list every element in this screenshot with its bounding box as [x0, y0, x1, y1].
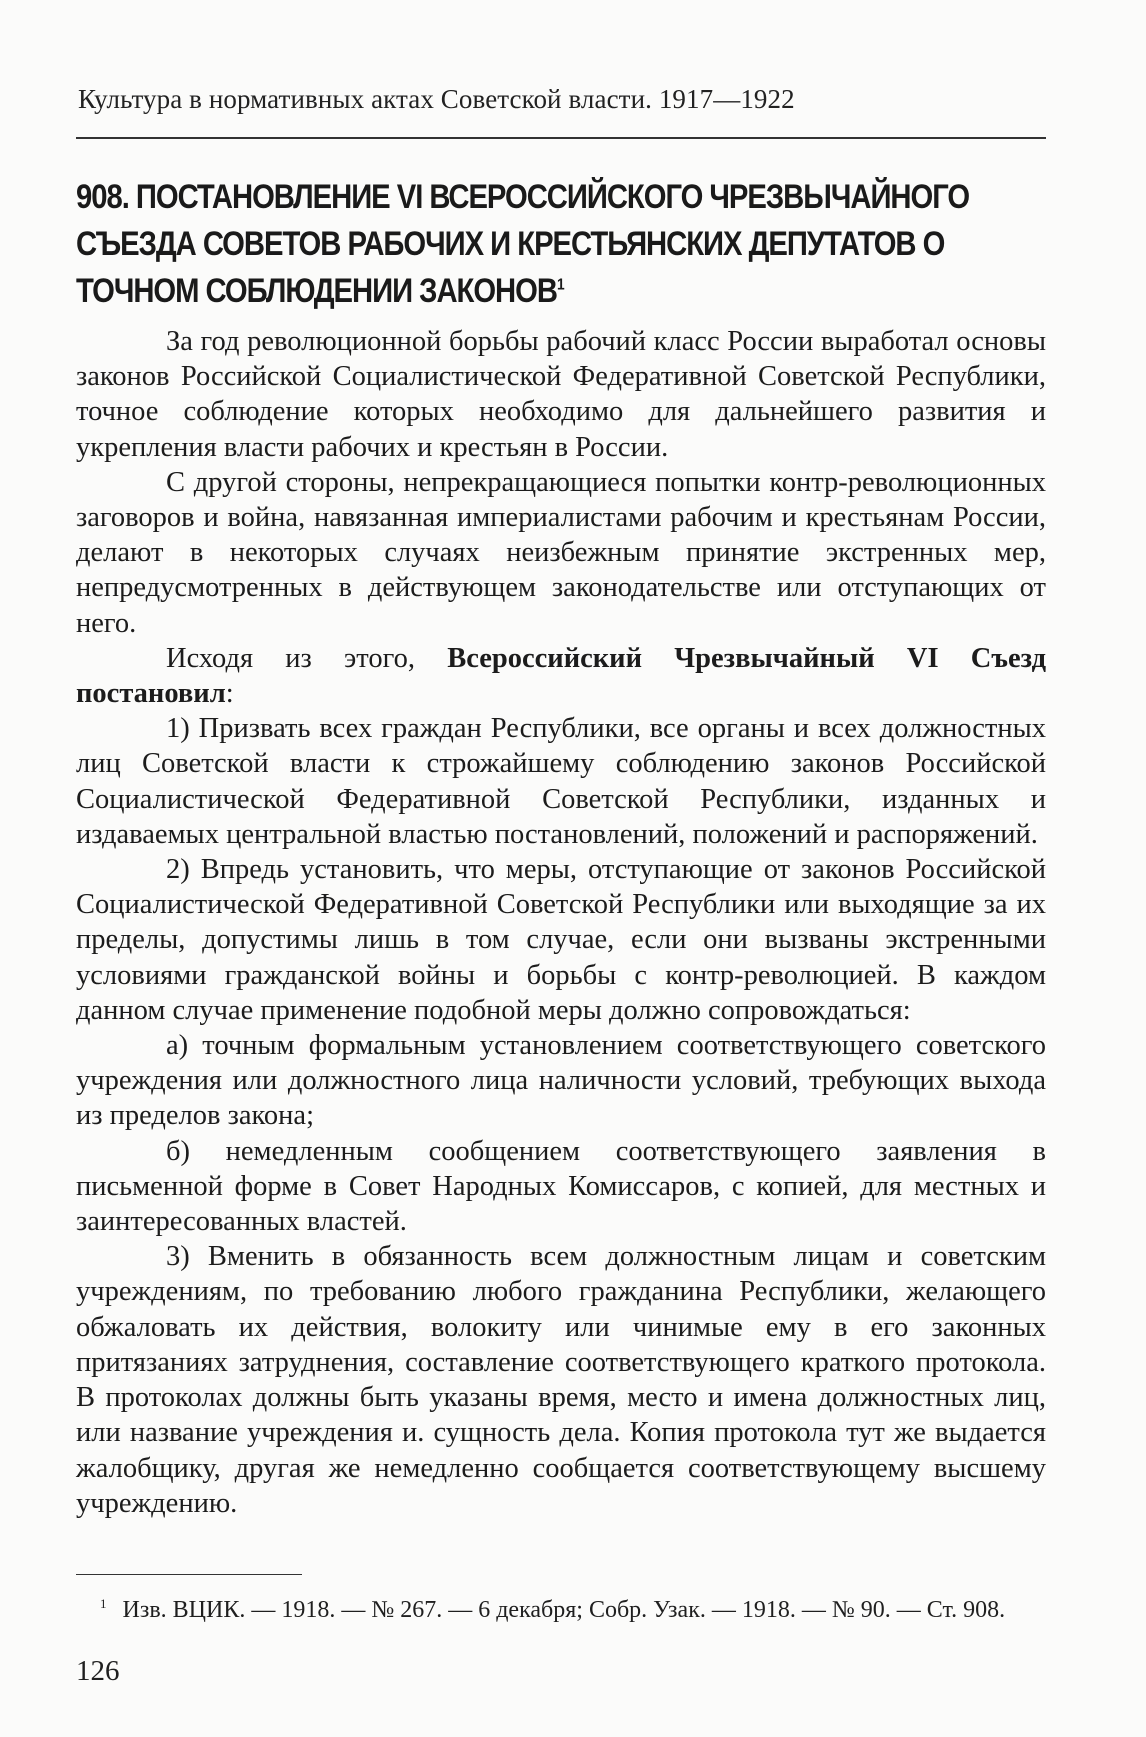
point-3: 3) Вменить в обязанность всем должностным лицам и советским учреждениям, по требованию любого гражданина Республики, желающего обжаловать их действия, волокиту или чинимые ему в его законных притязаниях затруднения, составление соответствующего краткого протокола. В протоколах должны быть указаны время, место и имена должностных лиц, или название учреждения и. сущность дела. Копия протокола тут же выдается жалобщику, другая же немедленно сообщается соответствующему высшему учреждению.: [76, 1241, 1046, 1519]
point-2b: б) немедленным сообщением соответствующего заявления в письменной форме в Совет Народных Комиссаров, с копией, для местных и заинтересованных властей.: [76, 1135, 1046, 1238]
title-footnote-mark: 1: [556, 276, 564, 294]
footnote: [100, 1596, 1005, 1624]
paragraph-1: За год революционной борьбы рабочий класс России выработал основы законов Российской Социалистической Федеративной Советской Республики, точное соблюдение которых необходимо для дальнейшего развития и укрепления власти рабочих и крестьян в России.: [76, 326, 1046, 463]
running-head: Культура в нормативных актах Советской власти. 1917—1922: [78, 84, 795, 114]
resolution-colon: :: [225, 678, 234, 710]
point-2: 2) Впредь установить, что меры, отступающие от законов Российской Социалистической Федеративной Советской Республики или выходящие за их пределы, допустимы лишь в том случае, если они вызваны экстренными условиями гражданской войны и борьбы с контр-революцией. В каждом данном случае применение подобной меры должно сопровождаться:: [76, 854, 1046, 1026]
point-2a: а) точным формальным установлением соответствующего советского учреждения или должностного лица наличности условий, требующих выхода из пределов закона;: [76, 1030, 1046, 1132]
document-title-text: 908. ПОСТАНОВЛЕНИЕ VI ВСЕРОССИЙСКОГО ЧРЕЗВЫЧАЙНОГО СЪЕЗДА СОВЕТОВ РАБОЧИХ И КРЕСТЬЯНСКИХ ДЕПУТАТОВ О ТОЧНОМ СОБЛЮДЕНИИ ЗАКОНОВ: [76, 178, 970, 310]
footnote-text: Изв. ВЦИК. — 1918. — № 267. — 6 декабря; Собр. Узак. — 1918. — № 90. — Ст. 908.: [122, 1597, 1006, 1623]
document-body: [76, 324, 1046, 1521]
page-number: 126: [76, 1655, 120, 1687]
resolution-bold: Всероссийский Чрезвычайный VI Съезд постановил: [76, 642, 1046, 710]
paragraph-2: С другой стороны, непрекращающиеся попытки контр-революционных заговоров и война, навязанная империалистами рабочим и крестьянам России, делают в некоторых случаях неизбежным принятие экстренных мер, непредусмотренных в действующем законодательстве или отступающих от него.: [76, 466, 1046, 639]
footnote-rule: [76, 1574, 302, 1575]
document-title: [76, 174, 1046, 315]
resolution-intro: Исходя из этого,: [166, 642, 448, 674]
footnote-mark: 1: [100, 1596, 107, 1611]
resolution-paragraph: [76, 641, 1046, 711]
header-rule: [76, 137, 1046, 139]
point-1: 1) Призвать всех граждан Республики, все органы и всех должностных лиц Советской власти к строжайшему соблюдению законов Российской Социалистической Федеративной Советской Республики, изданных и издаваемых центральной властью постановлений, положений и распоряжений.: [76, 713, 1046, 850]
